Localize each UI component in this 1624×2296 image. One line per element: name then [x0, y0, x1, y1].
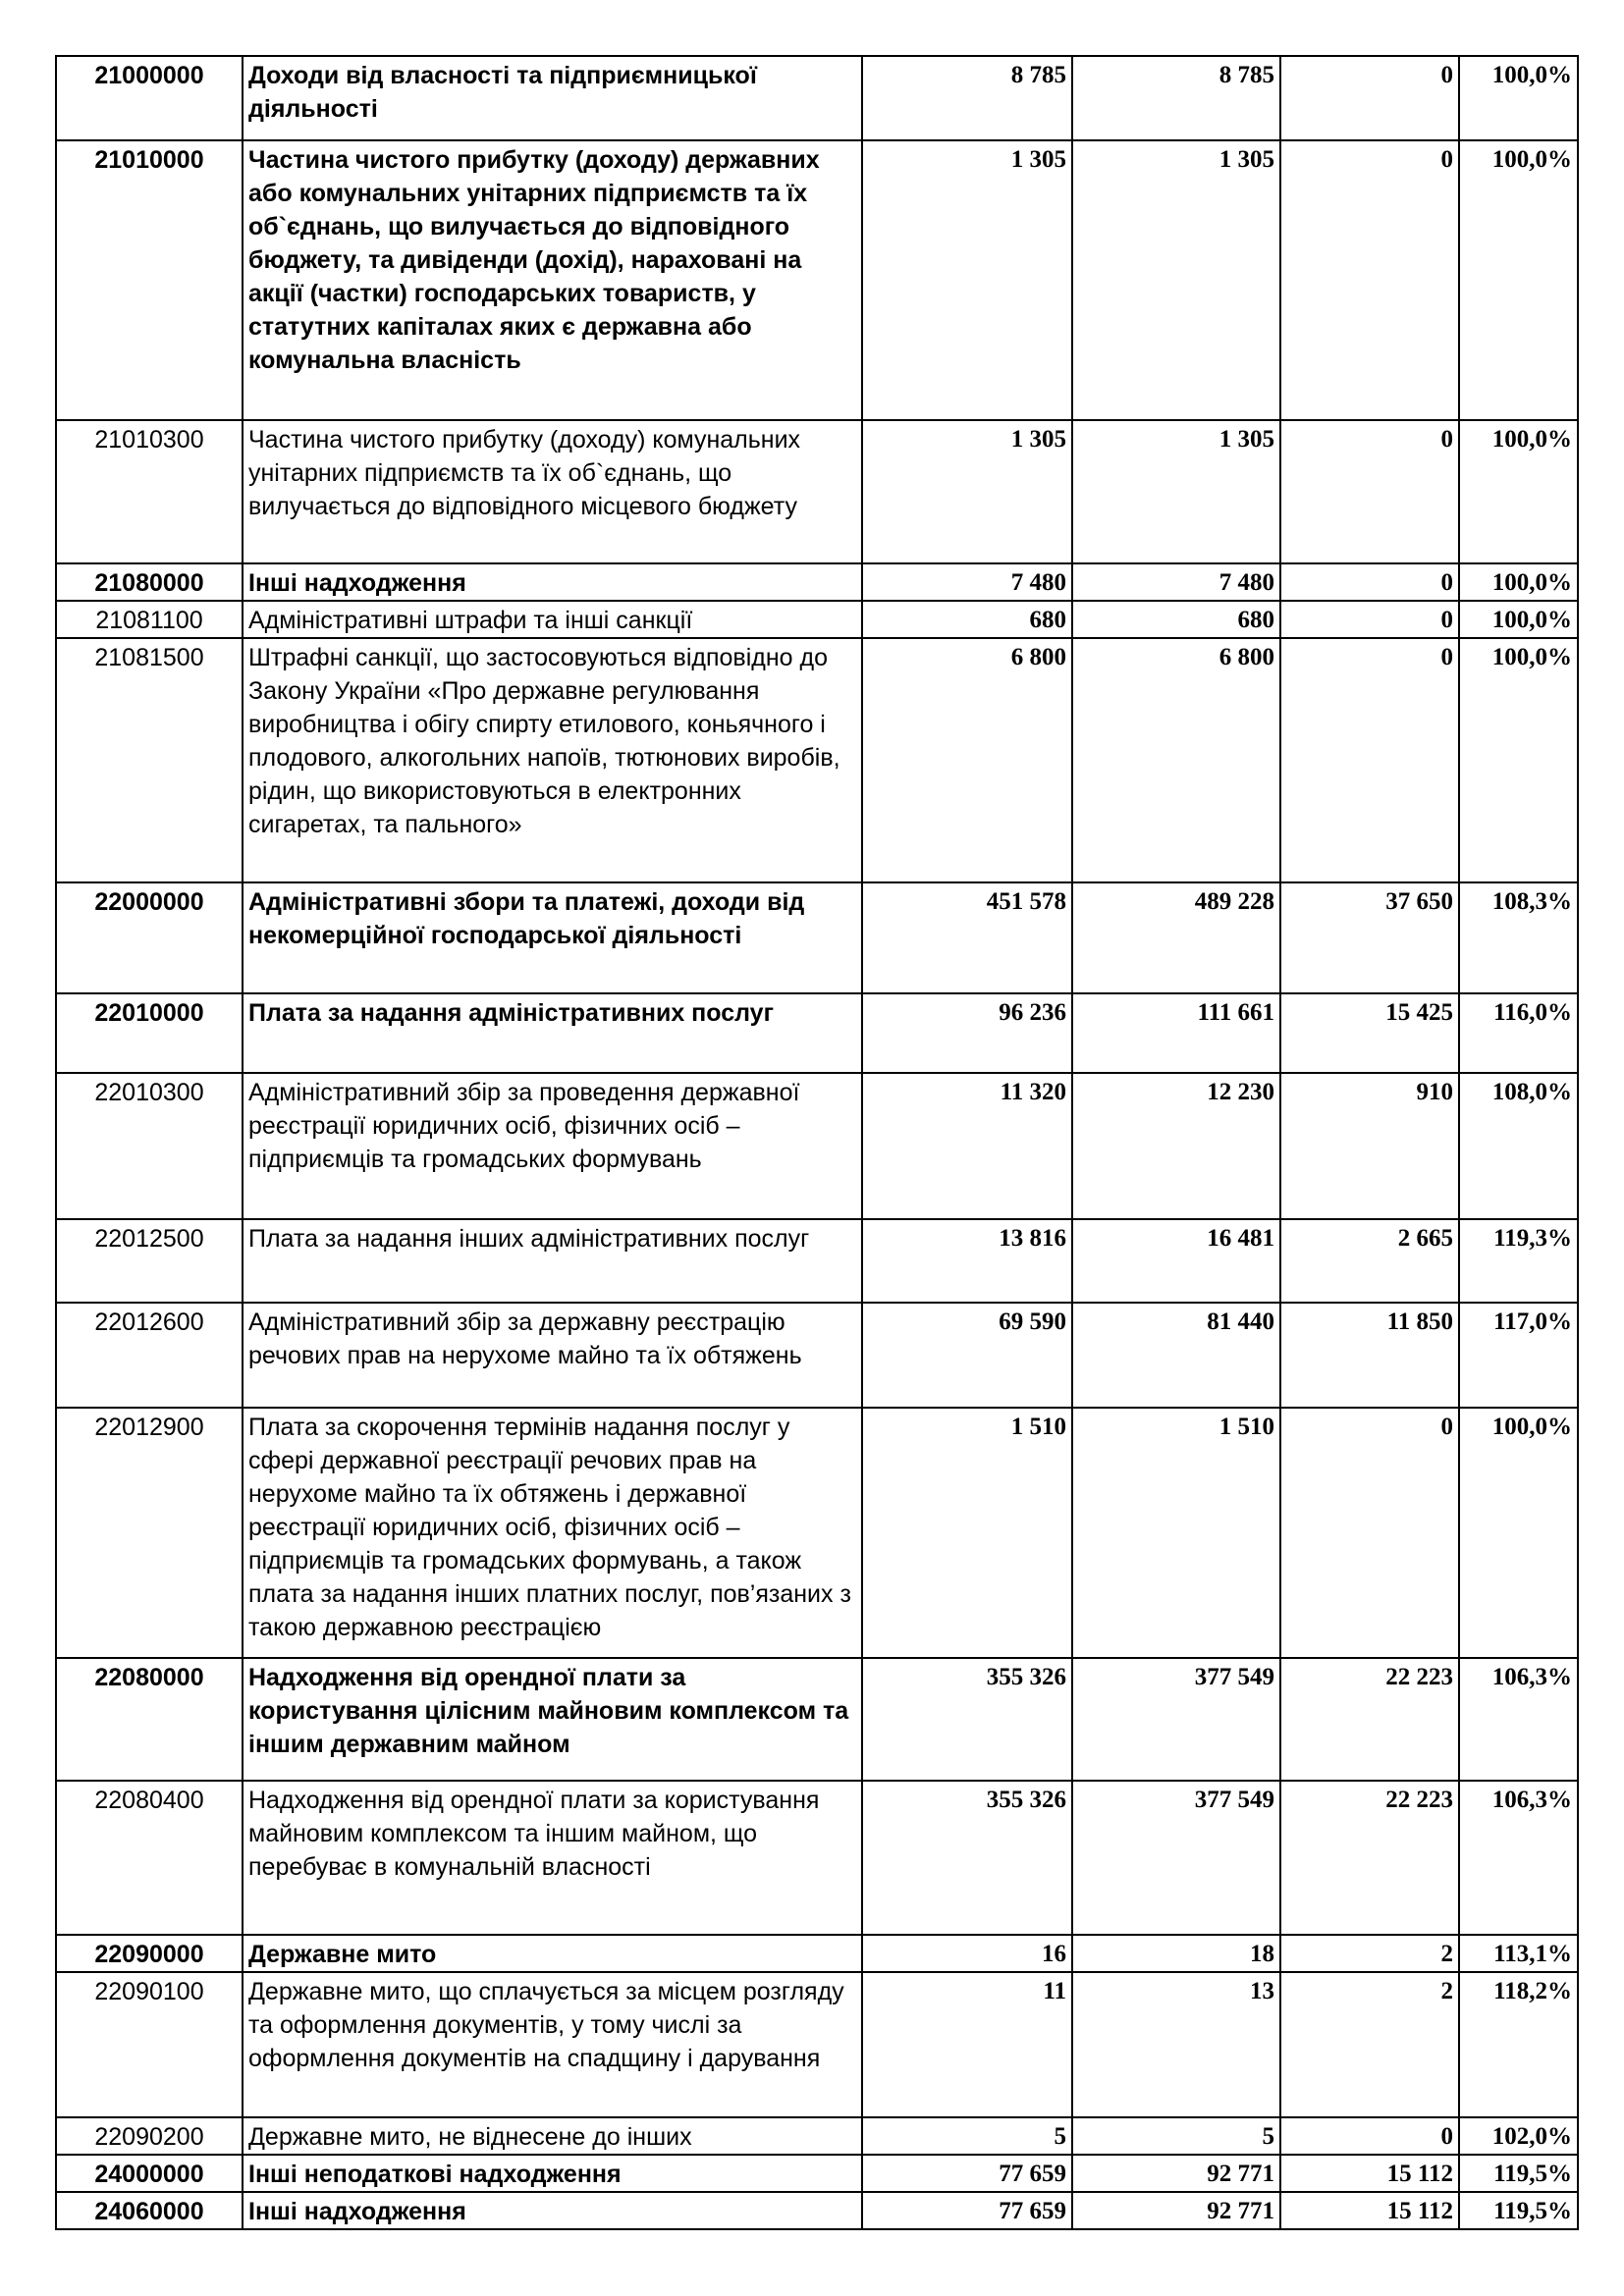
- percent-value: 100,0%: [1459, 563, 1578, 601]
- revenue-code: 22090000: [56, 1935, 243, 1972]
- revenue-name: Частина чистого прибутку (доходу) комунальних унітарних підприємств та їх об`єднань, що вилучається до відповідного місцевого бюджету: [243, 420, 862, 563]
- deviation-value: 0: [1280, 140, 1459, 420]
- plan-value: 5: [862, 2117, 1072, 2155]
- actual-value: 680: [1072, 601, 1280, 638]
- plan-value: 8 785: [862, 56, 1072, 140]
- table-row: [56, 638, 1578, 882]
- deviation-value: 15 112: [1280, 2155, 1459, 2192]
- actual-value: 489 228: [1072, 882, 1280, 993]
- plan-value: 11: [862, 1972, 1072, 2117]
- revenue-name: Адміністративний збір за проведення державної реєстрації юридичних осіб, фізичних осіб – підприємців та громадських формувань: [243, 1073, 862, 1219]
- revenue-code: 21080000: [56, 563, 243, 601]
- percent-value: 106,3%: [1459, 1658, 1578, 1781]
- actual-value: 13: [1072, 1972, 1280, 2117]
- percent-value: 108,0%: [1459, 1073, 1578, 1219]
- actual-value: 8 785: [1072, 56, 1280, 140]
- percent-value: 113,1%: [1459, 1935, 1578, 1972]
- deviation-value: 0: [1280, 56, 1459, 140]
- deviation-value: 37 650: [1280, 882, 1459, 993]
- revenue-code: 21010000: [56, 140, 243, 420]
- plan-value: 77 659: [862, 2155, 1072, 2192]
- actual-value: 1 305: [1072, 420, 1280, 563]
- percent-value: 100,0%: [1459, 601, 1578, 638]
- table-row: [56, 2155, 1578, 2192]
- deviation-value: 0: [1280, 2117, 1459, 2155]
- plan-value: 1 305: [862, 420, 1072, 563]
- table-row: [56, 1972, 1578, 2117]
- revenue-code: 24000000: [56, 2155, 243, 2192]
- table-row: [56, 1781, 1578, 1935]
- revenue-code: 22090200: [56, 2117, 243, 2155]
- table-row: [56, 2117, 1578, 2155]
- percent-value: 100,0%: [1459, 420, 1578, 563]
- plan-value: 355 326: [862, 1658, 1072, 1781]
- revenue-name: Адміністративні збори та платежі, доходи від некомерційної господарської діяльності: [243, 882, 862, 993]
- plan-value: 355 326: [862, 1781, 1072, 1935]
- plan-value: 451 578: [862, 882, 1072, 993]
- revenue-name: Державне мито, що сплачується за місцем розгляду та оформлення документів, у тому числі за оформлення документів на спадщину і дарування: [243, 1972, 862, 2117]
- revenue-name: Частина чистого прибутку (доходу) державних або комунальних унітарних підприємств та їх об`єднань, що вилучається до відповідного бюджету, та дивіденди (дохід), нараховані на акції (частки) господарських товариств, у статутних капіталах яких є державна або комунальна власність: [243, 140, 862, 420]
- deviation-value: 2: [1280, 1972, 1459, 2117]
- revenue-code: 24060000: [56, 2192, 243, 2229]
- percent-value: 108,3%: [1459, 882, 1578, 993]
- deviation-value: 0: [1280, 420, 1459, 563]
- table-row: [56, 1935, 1578, 1972]
- revenue-name: Надходження від орендної плати за користування майновим комплексом та іншим майном, що перебуває в комунальній власності: [243, 1781, 862, 1935]
- actual-value: 12 230: [1072, 1073, 1280, 1219]
- revenue-code: 21081500: [56, 638, 243, 882]
- revenue-code: 22012900: [56, 1408, 243, 1658]
- actual-value: 377 549: [1072, 1781, 1280, 1935]
- table-row: [56, 2192, 1578, 2229]
- plan-value: 1 510: [862, 1408, 1072, 1658]
- plan-value: 69 590: [862, 1303, 1072, 1408]
- table-row: [56, 993, 1578, 1073]
- table-row: [56, 882, 1578, 993]
- revenue-name: Державне мито: [243, 1935, 862, 1972]
- actual-value: 111 661: [1072, 993, 1280, 1073]
- actual-value: 5: [1072, 2117, 1280, 2155]
- table-row: [56, 1408, 1578, 1658]
- plan-value: 16: [862, 1935, 1072, 1972]
- revenue-name: Адміністративні штрафи та інші санкції: [243, 601, 862, 638]
- percent-value: 100,0%: [1459, 56, 1578, 140]
- table-row: [56, 563, 1578, 601]
- revenue-code: 21000000: [56, 56, 243, 140]
- percent-value: 100,0%: [1459, 140, 1578, 420]
- table-row: [56, 1073, 1578, 1219]
- revenue-name: Плата за скорочення термінів надання послуг у сфері державної реєстрації речових прав на нерухоме майно та їх обтяжень і державної реєстрації юридичних осіб, фізичних осіб – підприємців та громадських формувань, а також плата за надання інших платних послуг, пов’язаних з такою державною реєстрацією: [243, 1408, 862, 1658]
- revenue-name: Плата за надання інших адміністративних послуг: [243, 1219, 862, 1303]
- deviation-value: 0: [1280, 1408, 1459, 1658]
- percent-value: 106,3%: [1459, 1781, 1578, 1935]
- revenue-code: 22080400: [56, 1781, 243, 1935]
- revenue-name: Плата за надання адміністративних послуг: [243, 993, 862, 1073]
- actual-value: 1 510: [1072, 1408, 1280, 1658]
- revenue-code: 22012600: [56, 1303, 243, 1408]
- deviation-value: 0: [1280, 563, 1459, 601]
- plan-value: 13 816: [862, 1219, 1072, 1303]
- revenue-name: Інші надходження: [243, 2192, 862, 2229]
- percent-value: 116,0%: [1459, 993, 1578, 1073]
- plan-value: 680: [862, 601, 1072, 638]
- percent-value: 119,5%: [1459, 2155, 1578, 2192]
- table-row: [56, 601, 1578, 638]
- deviation-value: 22 223: [1280, 1781, 1459, 1935]
- plan-value: 7 480: [862, 563, 1072, 601]
- revenue-code: 21010300: [56, 420, 243, 563]
- deviation-value: 11 850: [1280, 1303, 1459, 1408]
- revenue-code: 22012500: [56, 1219, 243, 1303]
- deviation-value: 910: [1280, 1073, 1459, 1219]
- actual-value: 377 549: [1072, 1658, 1280, 1781]
- table-row: [56, 1658, 1578, 1781]
- plan-value: 11 320: [862, 1073, 1072, 1219]
- plan-value: 1 305: [862, 140, 1072, 420]
- deviation-value: 0: [1280, 601, 1459, 638]
- actual-value: 92 771: [1072, 2192, 1280, 2229]
- revenue-code: 22010300: [56, 1073, 243, 1219]
- deviation-value: 22 223: [1280, 1658, 1459, 1781]
- revenue-name: Надходження від орендної плати за користування цілісним майновим комплексом та іншим державним майном: [243, 1658, 862, 1781]
- percent-value: 100,0%: [1459, 1408, 1578, 1658]
- percent-value: 102,0%: [1459, 2117, 1578, 2155]
- percent-value: 118,2%: [1459, 1972, 1578, 2117]
- revenue-code: 22000000: [56, 882, 243, 993]
- revenue-name: Державне мито, не віднесене до інших: [243, 2117, 862, 2155]
- revenue-name: Штрафні санкції, що застосовуються відповідно до Закону України «Про державне регулювання виробництва і обігу спирту етилового, коньячного і плодового, алкогольних напоїв, тютюнових виробів, рідин, що використовуються в електронних сигаретах, та пального»: [243, 638, 862, 882]
- plan-value: 96 236: [862, 993, 1072, 1073]
- revenue-code: 22090100: [56, 1972, 243, 2117]
- actual-value: 81 440: [1072, 1303, 1280, 1408]
- revenue-name: Інші надходження: [243, 563, 862, 601]
- actual-value: 92 771: [1072, 2155, 1280, 2192]
- table-row: [56, 1219, 1578, 1303]
- budget-revenue-table: [55, 55, 1579, 2230]
- table-row: [56, 140, 1578, 420]
- plan-value: 77 659: [862, 2192, 1072, 2229]
- revenue-code: 22080000: [56, 1658, 243, 1781]
- actual-value: 16 481: [1072, 1219, 1280, 1303]
- revenue-code: 21081100: [56, 601, 243, 638]
- deviation-value: 0: [1280, 638, 1459, 882]
- percent-value: 117,0%: [1459, 1303, 1578, 1408]
- actual-value: 7 480: [1072, 563, 1280, 601]
- actual-value: 1 305: [1072, 140, 1280, 420]
- revenue-name: Доходи від власності та підприємницької діяльності: [243, 56, 862, 140]
- table-row: [56, 56, 1578, 140]
- revenue-name: Інші неподаткові надходження: [243, 2155, 862, 2192]
- table-row: [56, 420, 1578, 563]
- revenue-code: 22010000: [56, 993, 243, 1073]
- table-row: [56, 1303, 1578, 1408]
- deviation-value: 15 425: [1280, 993, 1459, 1073]
- deviation-value: 2: [1280, 1935, 1459, 1972]
- revenue-name: Адміністративний збір за державну реєстрацію речових прав на нерухоме майно та їх обтяжень: [243, 1303, 862, 1408]
- percent-value: 100,0%: [1459, 638, 1578, 882]
- plan-value: 6 800: [862, 638, 1072, 882]
- percent-value: 119,3%: [1459, 1219, 1578, 1303]
- actual-value: 6 800: [1072, 638, 1280, 882]
- percent-value: 119,5%: [1459, 2192, 1578, 2229]
- deviation-value: 2 665: [1280, 1219, 1459, 1303]
- deviation-value: 15 112: [1280, 2192, 1459, 2229]
- actual-value: 18: [1072, 1935, 1280, 1972]
